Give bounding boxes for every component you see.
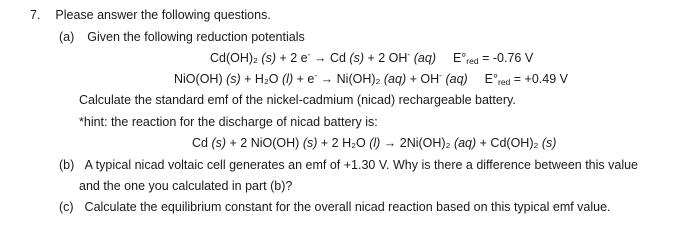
r2-e-sub: red: [498, 77, 511, 87]
arrow-icon: →: [313, 51, 327, 65]
ov-r3-state: (l): [369, 136, 381, 150]
arrow-icon: →: [383, 136, 397, 150]
ov-r1-state: (s): [211, 136, 227, 150]
part-b-text1: A typical nicad voltaic cell generates an emf of +1.30 V. Why is there a difference between this value: [84, 158, 639, 172]
part-a-lead-line: [59, 30, 305, 45]
r1-e-sub: red: [466, 56, 479, 66]
r2-electron: + e: [296, 72, 315, 86]
part-c-label: (c): [59, 200, 74, 214]
ov-p1-state: (aq): [453, 136, 477, 150]
ov-p2-state: (s): [541, 136, 557, 150]
reaction-2: [174, 72, 568, 87]
r1-e-value: = -0.76 V: [482, 51, 534, 65]
question-intro: Please answer the following questions.: [55, 8, 271, 22]
r2-hydroxide-state: (aq): [445, 72, 468, 86]
part-a-lead: Given the following reduction potentials: [87, 30, 305, 44]
r1-hydroxide-state: (aq): [413, 51, 436, 65]
r1-reactant-state: (s): [261, 51, 276, 65]
r1-electrons: + 2 e: [279, 51, 308, 65]
r1-hydroxide: + 2 OH: [367, 51, 408, 65]
question-header: [30, 8, 271, 23]
r2-reactant: NiO(OH): [174, 72, 223, 86]
r2-water: + H₂O: [244, 72, 279, 86]
electron-charge: -: [307, 49, 311, 59]
part-a-task: Calculate the standard emf of the nickel-cadmium (nicad) rechargeable battery.: [79, 93, 516, 107]
r2-e-label: E°: [484, 72, 498, 86]
ov-r2-state: (s): [302, 136, 318, 150]
question-number: 7.: [30, 8, 41, 22]
r2-water-state: (l): [282, 72, 294, 86]
r2-hydroxide: + OH: [409, 72, 440, 86]
r1-reactant: Cd(OH)₂: [210, 51, 258, 65]
r1-product: Cd: [329, 51, 346, 65]
overall-reaction: [192, 136, 556, 151]
hydroxide-charge: -: [439, 70, 442, 80]
hydroxide-charge: -: [407, 49, 411, 59]
ov-p2: + Cd(OH)₂: [479, 136, 539, 150]
part-b-label: (b): [59, 158, 75, 172]
part-a-hint: *hint: the reaction for the discharge of nicad battery is:: [79, 115, 378, 129]
ov-r2: + 2 NiO(OH): [229, 136, 300, 150]
part-c-line: [59, 200, 611, 215]
part-b-line1: [59, 158, 638, 173]
arrow-icon: →: [320, 72, 334, 86]
r1-product-state: (s): [349, 51, 364, 65]
r2-product-state: (aq): [383, 72, 407, 86]
r2-reactant-state: (s): [226, 72, 241, 86]
r2-product: Ni(OH)₂: [336, 72, 381, 86]
ov-r3: + 2 H₂O: [320, 136, 366, 150]
r1-e-label: E°: [452, 51, 467, 65]
part-a-label: (a): [59, 30, 75, 44]
part-b-line2: and the one you calculated in part (b)?: [79, 179, 293, 193]
electron-charge: -: [314, 70, 318, 80]
reaction-1: [210, 51, 533, 66]
r2-e-value: = +0.49 V: [513, 72, 568, 86]
ov-p1: 2Ni(OH)₂: [399, 136, 451, 150]
ov-r1: Cd: [192, 136, 208, 150]
part-c-text: Calculate the equilibrium constant for the overall nicad reaction based on this typical emf value.: [84, 200, 611, 214]
